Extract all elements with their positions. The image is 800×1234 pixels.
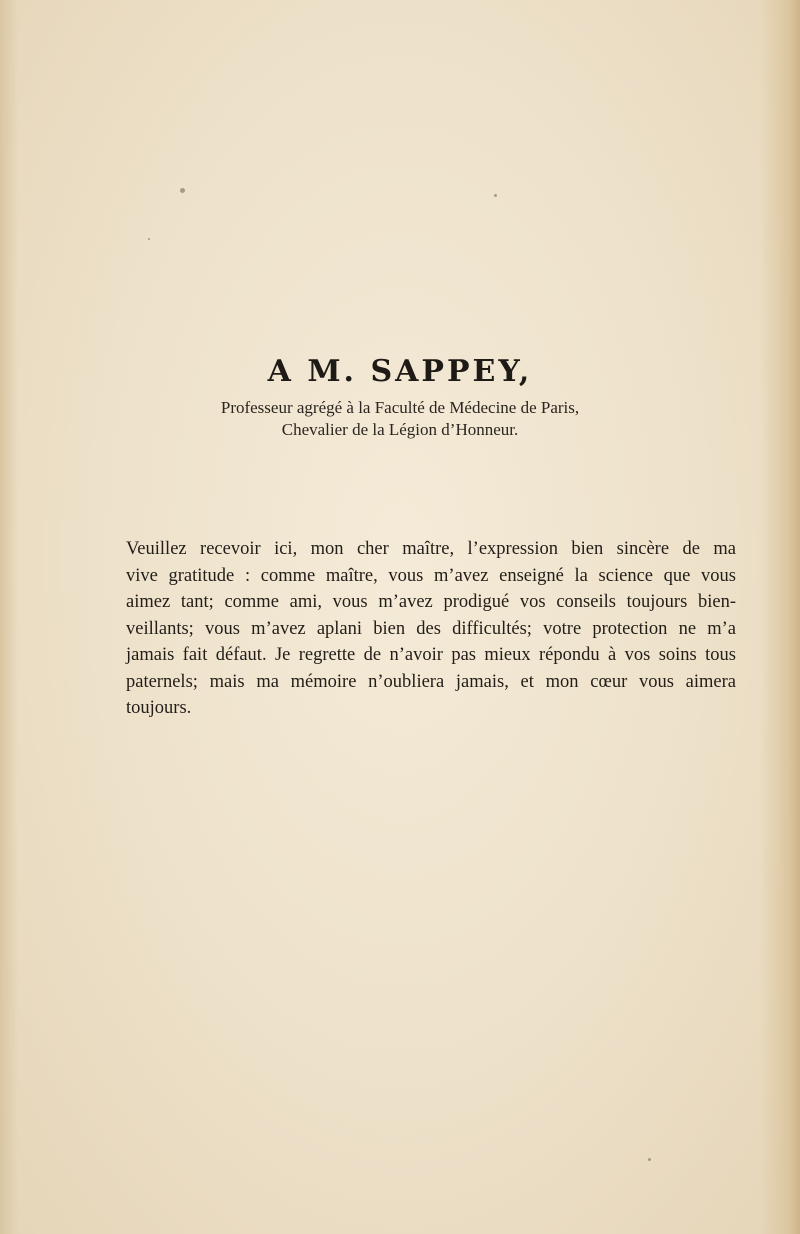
dedication-block	[0, 352, 800, 441]
letter-line: toujours.	[126, 698, 192, 718]
letter-line: Veuillez recevoir ici, mon cher maître, l’expression bien sincère de ma	[126, 539, 736, 559]
letter-line: jamais fait défaut. Je regrette de n’avoir pas mieux répondu à vos soins tous	[126, 645, 736, 665]
dedication-subtitle-line-1: Professeur agrégé à la Faculté de Médecine de Paris,	[220, 398, 580, 417]
paper-speck	[648, 1158, 651, 1161]
dedication-letter	[126, 536, 736, 722]
letter-line: veillants; vous m’avez aplani bien des difficultés; votre protection ne m’a	[126, 618, 736, 639]
page-edge-right	[760, 0, 800, 1234]
paper-speck	[180, 188, 185, 193]
letter-line: vive gratitude : comme maître, vous m’avez enseigné la science que vous	[126, 565, 736, 586]
dedication-title: A M. SAPPEY,	[267, 354, 533, 389]
page-edge-left	[0, 0, 18, 1234]
letter-line: paternels; mais ma mémoire n’oubliera jamais, et mon cœur vous aimera	[126, 671, 736, 692]
letter-line: aimez tant; comme ami, vous m’avez prodigué vos conseils toujours bien-	[126, 592, 736, 612]
paper-speck	[148, 238, 150, 240]
dedication-subtitle-line-2: Chevalier de la Légion d’Honneur.	[281, 420, 519, 439]
paper-speck	[494, 194, 497, 197]
